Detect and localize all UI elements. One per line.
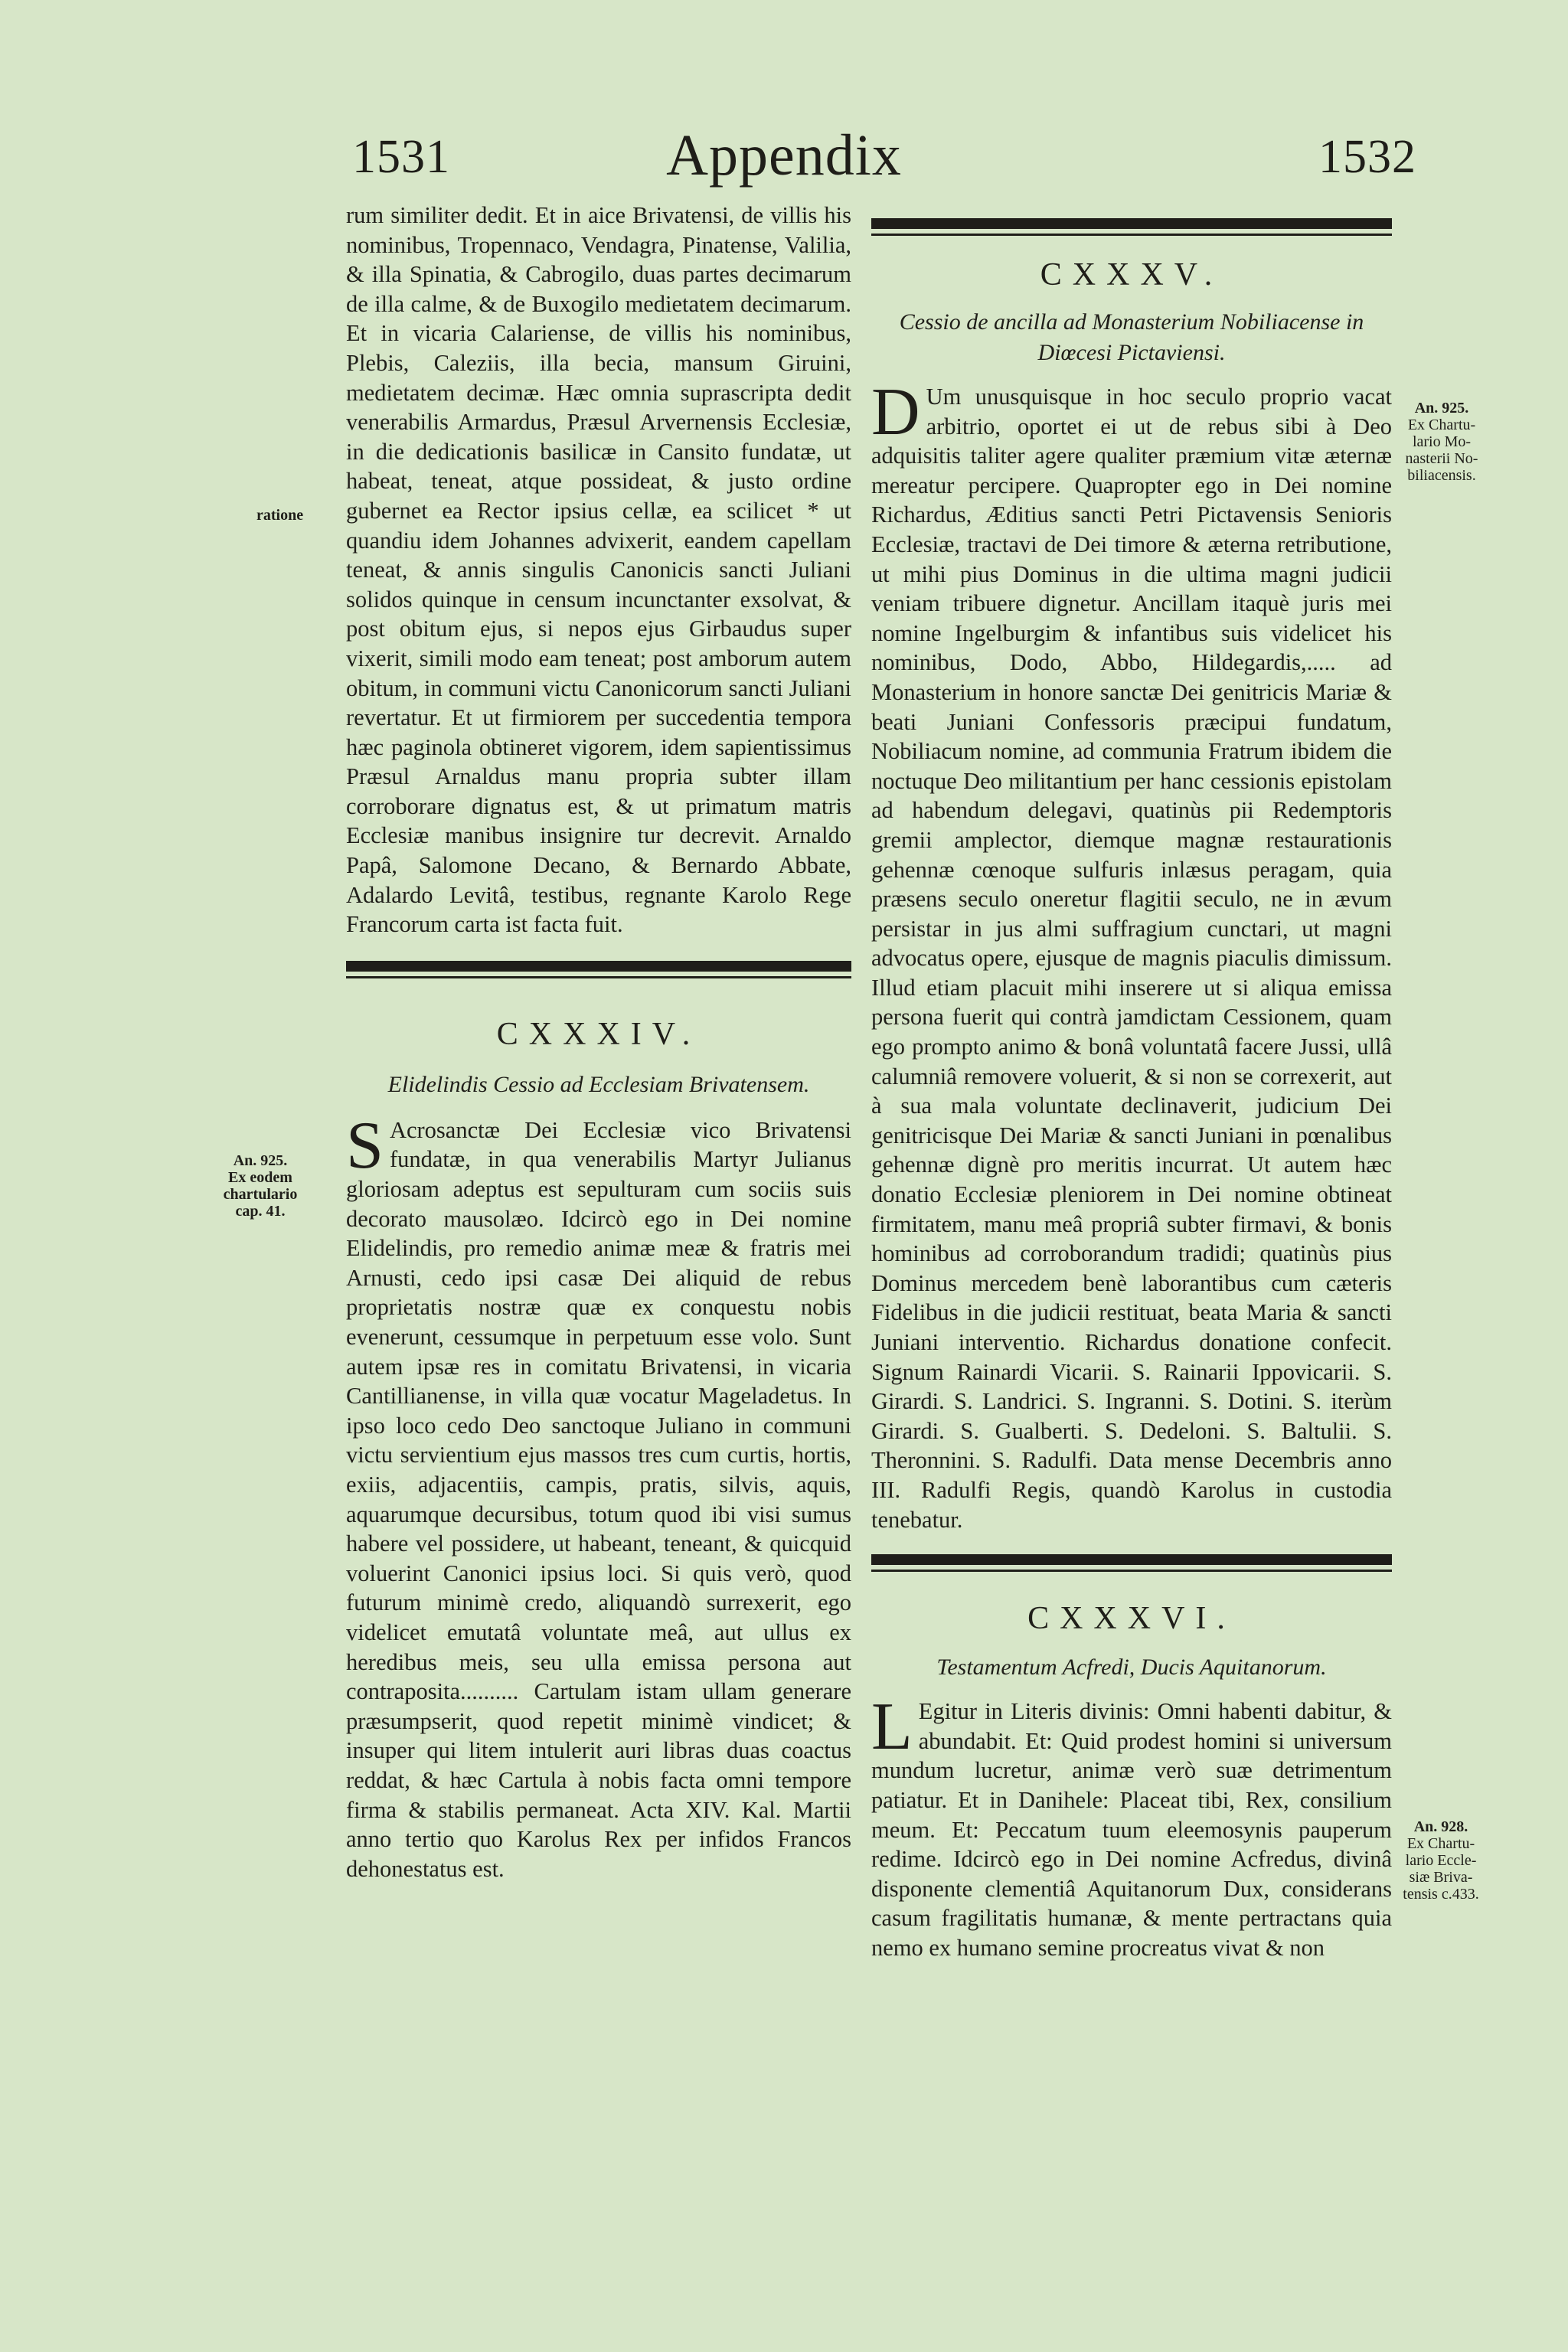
chapter-body-text: Um unusquisque in hoc seculo proprio vacat arbitrio, oportet ei ut de rebus sibi à Deo adquisitis taliter agere qualiter præmium vitæ æternæ mereatur percipere. Quapropter ego in Dei nomine Richardus, Æditius sancti Petri Pictavensis Senioris Ecclesiæ, tractavi de Dei timore & æterna retributione, ut mihi pius Dominus in die ultima magni judicii veniam tribuere dignetur. Ancillam itaquè juris mei nomine Ingelburgim & infantibus suis videlicet his nominibus, Dodo, Abbo, Hildegardis,..... ad Monasterium in honore sanctæ Dei genitricis Mariæ & beati Juniani Confessoris præcipui fundatum, Nobiliacum nomine, ad communia Fratrum ibidem die noctuque Deo militantium per hanc cessionis epistolam ad habendum delegavi, quatinùs pii Redemptoris gremii amplector, diemque magnæ restaurationis gehennæ cœnoque sulfuris inlæsus peragam, quia præsens seculo oneretur flagitii seculo, ne in ævum persistar in jus almi suffragium cunctari, ut magni advocatus opere, ejusque de magnis piaculis dimissum. Illud etiam placuit mihi inserere ut si aliqua emissa persona fuerit qui contrà jamdictam Cessionem, quam ego prompto animo & bonâ voluntatâ facere Jussi, ullâ calumniâ removere voluerit, & si non se correxerit, aut à sua mala voluntate declinaverit, judicium Dei genitricisque Dei Mariæ & sancti Juniani in pœnalibus gehennæ dignè pro meritis incurrat. Ut autem hæc donatio Ecclesiæ pleniorem in Dei nomine obtineat firmitatem, manu meâ propriâ subter firmavi, & bonis hominibus ad corroborandum tradidi; quatinùs pius Dominus mercedem benè laborantibus cum cæteris Fidelibus in die judicii restituat, beata Maria & sancti Juniani interventio. Richardus donatione confecit. Signum Rainardi Vicarii. S. Rainarii Ippovicarii. S. Girardi. S. Landrici. S. Ingranni. S. Dotini. S. iterùm Girardi. S. Gualberti. S. Dedeloni. S. Baltulii. S. Theronnini. S. Radulfi. Data mense Decembris anno III. Radulfi Regis, quandò Karolus in custodia tenebatur.	[871, 384, 1392, 1533]
chapter-body-text: Acrosanctæ Dei Ecclesiæ vico Brivatensi fundatæ, in qua venerabilis Martyr Julianus gloriosam adeptus est sepulturam cum sociis suis decorato mausolæo. Idcircò ego in Dei nomine Elidelindis, pro remedio animæ meæ & fratris mei Arnusti, cedo ipsi casæ Dei aliquid de rebus proprietatis nostræ quæ ex conquestu nobis evenerunt, cessumque in perpetuum esse volo. Sunt autem ipsæ res in comitatu Brivatensi, in vicaria Cantillianense, in villa quæ vocatur Mageladetus. In ipso loco cedo Deo sanctoque Juliano in communi victu servientium ejus massos tres cum curtis, hortis, exiis, adjacentiis, campis, pratis, silvis, aquis, aquarumque decursibus, totum quod ibi visi sumus habere vel possidere, ut habeant, teneant, & quicquid voluerint Canonici ipsius loci. Si quis verò, quod futurum minimè credo, aliquandò surrexerit, ego videlicet emutatâ voluntate meâ, aut ullus ex heredibus meis, seu ulla emissa persona aut contraposita.......... Cartulam istam ullam generare præsumpserit, quod repetit minimè vindicet; & insuper qui litem intulerit auri libras duas coactus reddat, & hæc Cartula à nobis facta omni tempore firma & stabilis permaneat. Acta XIV. Kal. Martii anno tertio quo Karolus Rex per infidos Francos dehonestatus est.	[346, 1116, 851, 1882]
drop-cap: S	[346, 1108, 384, 1183]
page-number-left: 1531	[352, 131, 450, 183]
continuation-text: rum similiter dedit. Et in aice Brivatensi, de villis his nominibus, Tropennaco, Vendagra, Pinatense, Valilia, & illa Spinatia, & Cabrogilo, duas partes decimarum de illa calme, & de Buxogilo medietatem decimarum. Et in vicaria Calariense, de villis his nominibus, Plebis, Caleziis, illa becia, mansum Giruini, medietatem decimæ. Hæc omnia suprascripta dedit venerabilis Armardus, Præsul Arvernensis Ecclesiæ, in die dedicationis basilicæ in Cansito fundatæ, ut habeat, teneat, atque possideat, & justo ordine gubernet ea Rector ipsius cellæ, ea scilicet * ut quandiu idem Johannes advixerit, eandem capellam teneat, & annis singulis Canonicis sancti Juliani solidos quinque in censum incunctanter exsolvat, & post obitum ejus, si nepos ejus Girbaudus super vixerit, simili modo eam teneat; post amborum autem obitum, in communi victu Canonicorum sancti Juliani revertatur. Et ut firmiorem per succedentia tempora hæc paginola obtineret vigorem, idem sapientissimus Præsul Arnaldus manu propria subter illam corroborare dignatus est, & ut primatum matris Ecclesiæ manibus insignire tur decrevit. Arnaldo Papâ, Salomone Decano, & Bernardo Abbate, Adalardo Levitâ, testibus, regnante Karolo Rege Francorum carta ist facta fuit.	[346, 202, 851, 938]
margin-note-line: Ex eodem	[228, 1169, 292, 1186]
margin-note-line: Ex Chartu-	[1406, 1835, 1475, 1852]
margin-note-right-2	[1387, 1818, 1494, 1903]
margin-note-line: cap. 41.	[235, 1203, 286, 1220]
chapter-number: CXXXVI.	[1027, 1601, 1236, 1637]
margin-note-left	[207, 1152, 314, 1220]
margin-note-ratione: ratione	[256, 507, 304, 524]
page-number-right: 1532	[1318, 131, 1416, 183]
margin-note-line: Ex Chartu-	[1407, 416, 1476, 433]
margin-note-line: biliacensis.	[1407, 467, 1476, 484]
margin-note-line: tensis c.433.	[1403, 1886, 1479, 1903]
margin-note-line: An. 925.	[1414, 400, 1469, 416]
margin-note-line: nasterii No-	[1405, 450, 1478, 467]
right-column	[871, 218, 1392, 1963]
margin-note-line: siæ Briva-	[1409, 1869, 1473, 1886]
chapter-body	[346, 1108, 851, 1883]
margin-note-line: chartulario	[223, 1186, 298, 1203]
drop-cap: L	[871, 1690, 913, 1765]
chapter-body-text: Egitur in Literis divinis: Omni habenti dabitur, & abundabit. Et: Quid prodest homini si universum mundum lucretur, animæ verò suæ detrimentum patiatur. Et in Danihele: Placeat tibi, Rex, consilium meum. Et: Peccatum tuum eleemosynis pauperum redime. Idcircò ego in Dei nomine Acfredus, divinâ disponente clementiâ Aquitanorum Dux, considerans casum fragilitatis humanæ, & mente pertractans quia nemo ex humano semine procreatus vivat & non	[871, 1698, 1392, 1961]
chapter-title: Elidelindis Cessio ad Ecclesiam Brivatensem.	[387, 1071, 810, 1097]
section-rule	[871, 218, 1392, 229]
chapter-title: Testamentum Acfredi, Ducis Aquitanorum.	[936, 1655, 1327, 1681]
chapter-title: Cessio de ancilla ad Monasterium Nobiliacense in Diœcesi Pictaviensi.	[899, 309, 1364, 365]
chapter-number: CXXXV.	[1040, 257, 1223, 292]
margin-note-line: lario Mo-	[1412, 433, 1472, 450]
section-rule	[871, 1554, 1392, 1565]
margin-note-right-1	[1392, 400, 1491, 484]
left-column	[346, 201, 851, 1883]
section-rule	[346, 961, 851, 972]
chapter-body	[871, 1690, 1392, 1962]
drop-cap: D	[871, 375, 920, 449]
margin-note-line: An. 928.	[1413, 1818, 1468, 1835]
margin-note-line: lario Eccle-	[1405, 1852, 1477, 1869]
running-title: Appendix	[666, 123, 902, 188]
chapter-number: CXXXIV.	[496, 1016, 701, 1052]
margin-note-line: An. 925.	[233, 1152, 288, 1169]
chapter-body	[871, 375, 1392, 1534]
